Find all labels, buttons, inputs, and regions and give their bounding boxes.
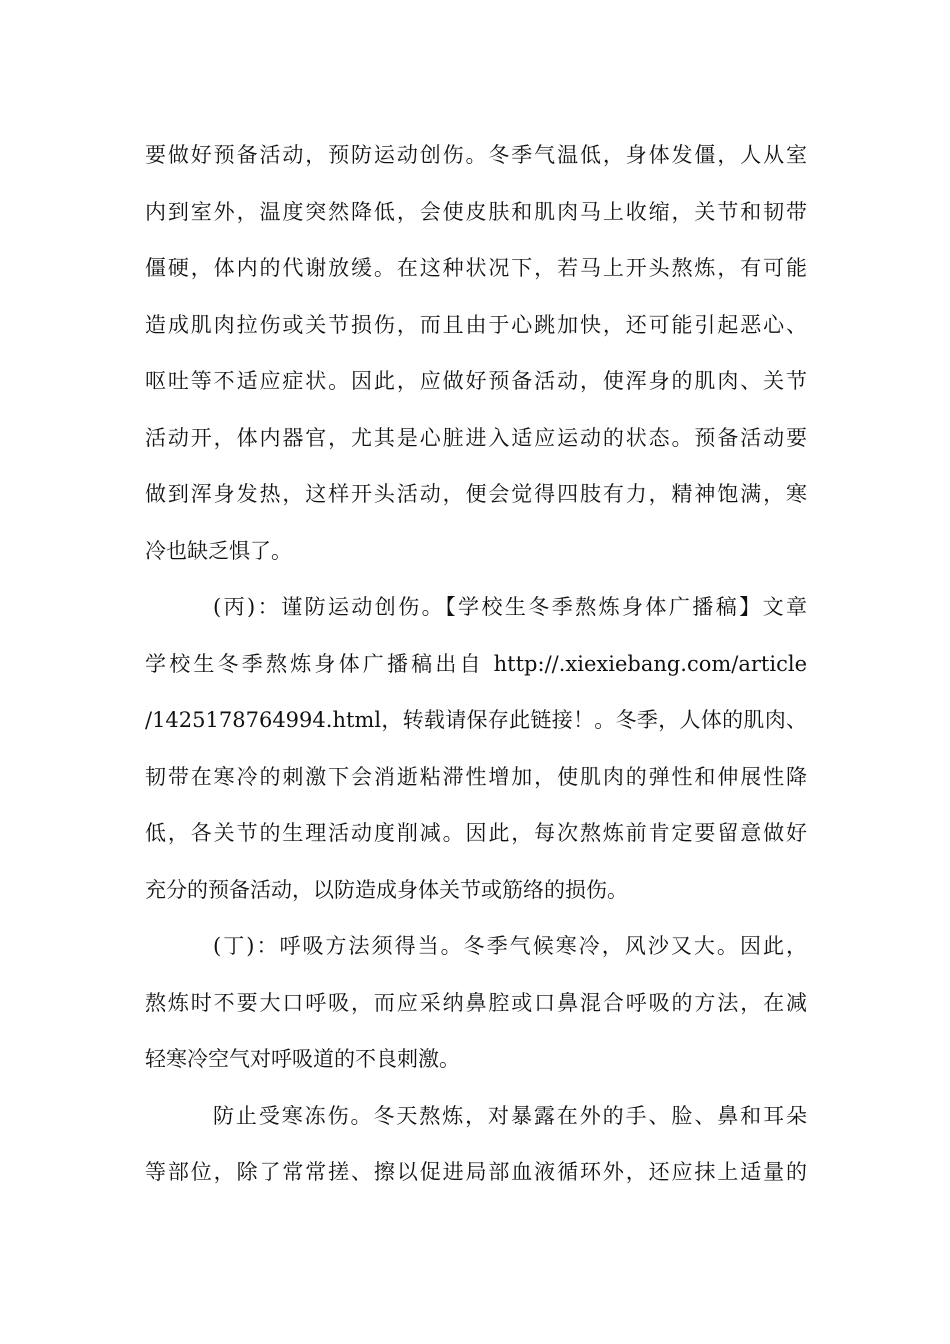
paragraph-frostbite: [145, 1088, 807, 1201]
text-line-with-link[interactable]: /1425178764994.html，转载请保存此链接！。冬季，人体的肌肉、: [145, 708, 807, 732]
text-line: 低，各关节的生理活动度削减。因此，每次熬炼前肯定要留意做好: [145, 821, 807, 845]
text-line: 活动开，体内器官，尤其是心脏进入适应运动的状态。预备活动要: [145, 425, 807, 450]
text-line: 做到浑身发热，这样开头活动，便会觉得四肢有力，精神饱满，寒: [145, 482, 807, 506]
paragraph-warmup: [145, 127, 807, 579]
text-line: 韧带在寒冷的刺激下会消逝粘滞性增加，使肌肉的弹性和伸展性降: [145, 764, 807, 789]
text-line: 等部位，除了常常搓、擦以促进局部血液循环外，还应抹上适量的: [145, 1160, 807, 1184]
text-line: (丁)：呼吸方法须得当。冬季气候寒冷，风沙又大。因此，: [213, 934, 807, 958]
paragraph-breathing: [145, 918, 807, 1088]
text-line: 要做好预备活动，预防运动创伤。冬季气温低，身体发僵，人从室: [145, 143, 807, 167]
text-line: 冷也缺乏惧了。: [145, 538, 292, 563]
text-line: (丙)：谨防运动创伤。【学校生冬季熬炼身体广播稿】文章: [213, 595, 807, 619]
document-body: [145, 127, 807, 1201]
text-line-with-link[interactable]: 学校生冬季熬炼身体广播稿出自 http://.xiexiebang.com/article: [145, 651, 807, 676]
text-line: 僵硬，体内的代谢放缓。在这种状况下，若马上开头熬炼，有可能: [145, 256, 807, 280]
text-line: 轻寒冷空气对呼吸道的不良刺激。: [145, 1047, 460, 1071]
text-line: 内到室外，温度突然降低，会使皮肤和肌肉马上收缩，关节和韧带: [145, 199, 807, 224]
text-line: 呕吐等不适应症状。因此，应做好预备活动，使浑身的肌肉、关节: [145, 369, 807, 393]
paragraph-injury-prevention: [145, 579, 807, 918]
text-line: 造成肌肉拉伤或关节损伤，而且由于心跳加快，还可能引起恶心、: [145, 312, 807, 337]
text-line: 充分的预备活动，以防造成身体关节或筋络的损伤。: [145, 877, 628, 902]
text-line: 熬炼时不要大口呼吸，而应采纳鼻腔或口鼻混合呼吸的方法，在减: [145, 990, 807, 1015]
text-line: 防止受寒冻伤。冬天熬炼，对暴露在外的手、脸、鼻和耳朵: [213, 1103, 807, 1128]
